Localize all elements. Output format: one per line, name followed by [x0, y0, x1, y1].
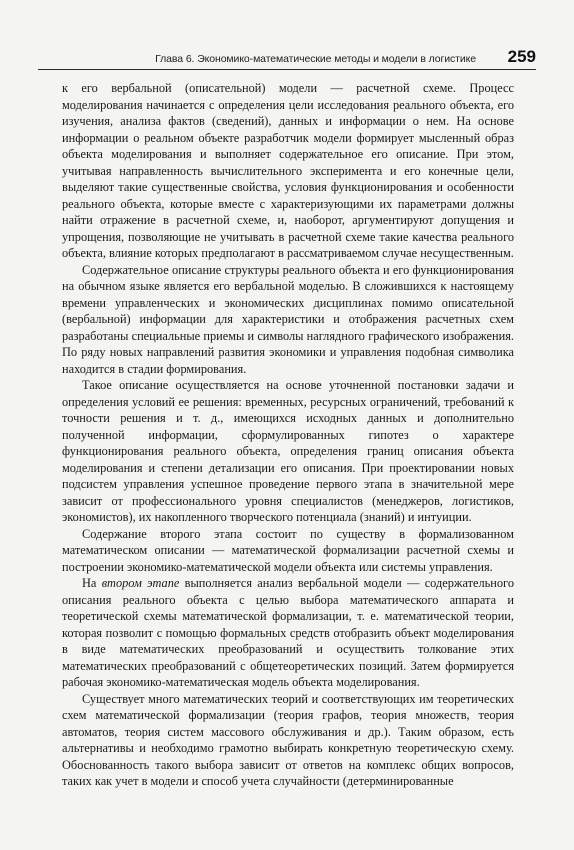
page-number: 259: [507, 47, 536, 66]
paragraph: [62, 575, 514, 691]
paragraph: Существует много математических теорий и соответствующих им теоретических схем математической формализации (теория графов, теория множеств, теория автоматов, теория систем массового обслуживания и др.). Таким образом, есть альтернативы и необходимо грамотно выбирать конкретную теоретическую схему. Обоснованность такого выбора зависит от ответов на комплекс общих вопросов, таких как учет в модели и способ учета случайности (детерминированные: [62, 691, 514, 788]
running-header: [38, 47, 536, 70]
paragraph: Содержательное описание структуры реального объекта и его функционирования на обычном языке является его вербальной моделью. В сложившихся к настоящему времени управленческих и экономических дисциплинах помимо описательной (вербальной) информации для характеристики и отображения расчетных схем разработаны специальные приемы и символы наглядного графического изображения. По ряду новых направлений развития экономики и управления подобная символика находится в стадии формирования.: [62, 262, 514, 376]
paragraph: Содержание второго этапа состоит по существу в формализованном математическом описании — математической формализации расчетной схемы и построении экономико-математической модели объекта или системы управления.: [62, 526, 514, 574]
chapter-title: Глава 6. Экономико-математические методы и модели в логистике: [155, 53, 476, 65]
paragraph-rest: выполняется анализ вербальной модели — содержательного описания реального объекта с целью выбора математического аппарата и теоретической схемы математической формализации, т. е. математической теории, которая позволит с помощью формальных средств отобразить объект моделирования в виде математических преобразований и осуществить толкование этих математических преобразований с общетеоретических позиций. Затем формируется рабочая экономико-математическая модель объекта моделирования.: [62, 576, 514, 689]
paragraph-lead: На: [82, 576, 102, 590]
emphasized-term: втором этапе: [101, 576, 180, 590]
paragraph: Такое описание осуществляется на основе уточненной постановки задачи и определения условий ее решения: временных, ресурсных ограничений, требований к точности решения и т. д., имеющихся исходных данных и дополнительно полученной информации, сформулированных гипотез о характере функционирования реального объекта, определения границ описания объекта моделирования и степени детализации его описания. При проектировании новых подсистем управления успешное проведение первого этапа в значительной мере зависит от профессионального уровня специалистов (менеджеров, логистиков, экономистов), их накопленного творческого потенциала (знаний) и интуиции.: [62, 378, 514, 524]
page-body: [62, 80, 514, 790]
paragraph: к его вербальной (описательной) модели — расчетной схеме. Процесс моделирования начинается с определения цели исследования реального объекта, его изучения, анализа фактов (сведений), данных и информации о нем. На основе информации о реальном объекте разработчик модели формирует мысленный образ объекта моделирования и выполняет содержательное его описание. При этом, учитывая направленность вычислительного эксперимента и его конечные цели, выделяют такие существенные свойства, условия функционирования и особенности реального объекта, которые вместе с характеризующими их параметрами должны найти отражение в расчетной схеме, и, наоборот, аргументируют допущения и упрощения, позволяющие не учитывать в расчетной схеме такие качества реального объекта, влияние которых предполагают в рассматриваемом случае несущественным.: [62, 81, 514, 260]
